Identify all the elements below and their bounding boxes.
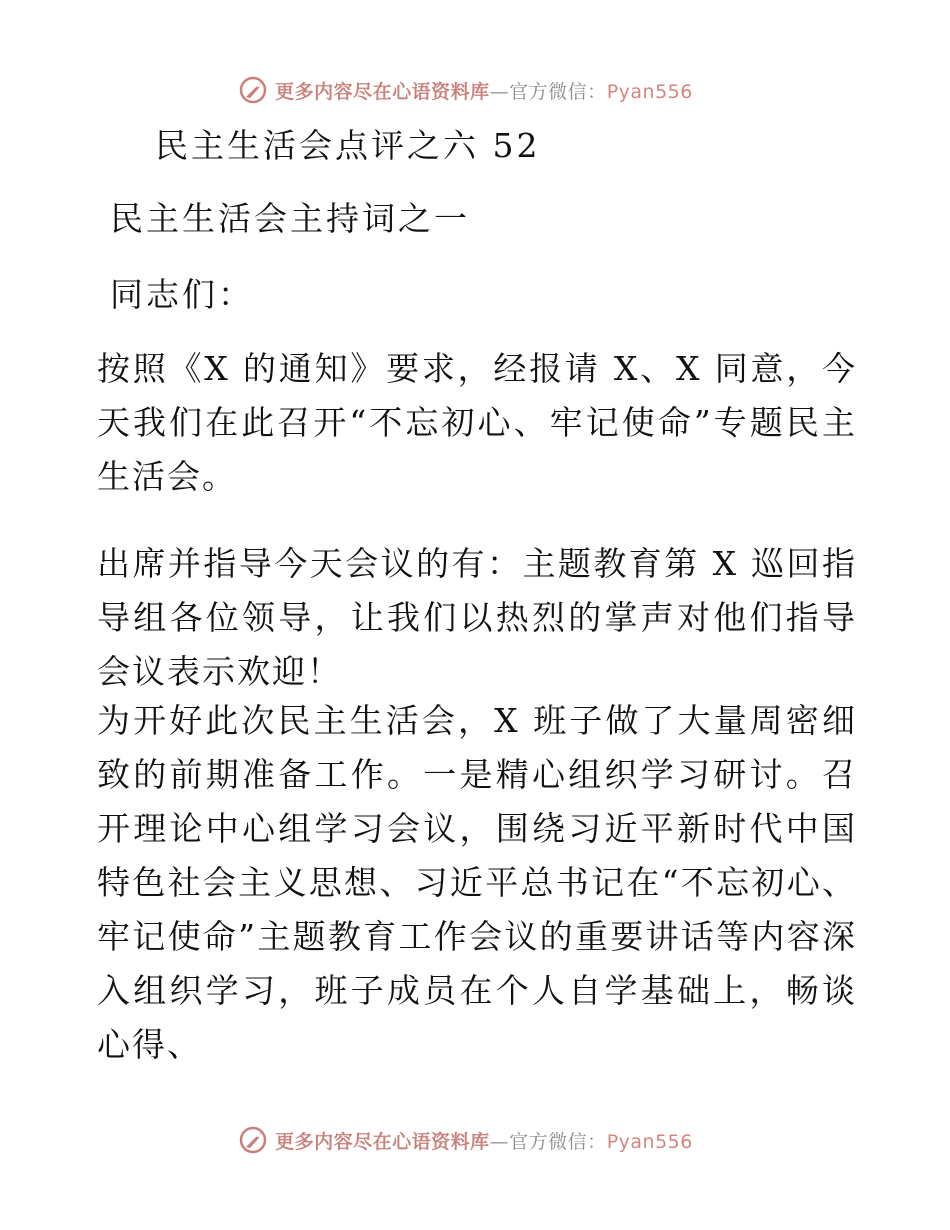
header-watermark xyxy=(0,70,950,110)
watermark-text xyxy=(275,1127,693,1154)
watermark-site: 更多内容尽在心语资料库 xyxy=(275,80,490,103)
pen-nib-logo-icon xyxy=(237,74,269,106)
paragraph-3: 为开好此次民主生活会，X 班子做了大量周密细致的前期准备工作。一是精心组织学习研讨。召开理论中心组学习会议，围绕习近平新时代中国特色社会主义思想、习近平总书记在“不忘初心、牢记使命”主题教育工作会议的重要讲话等内容深入组织学习，班子成员在个人自学基础上，畅谈心得、 xyxy=(97,701,857,1064)
watermark-text xyxy=(275,77,693,104)
watermark-dash: — xyxy=(489,1130,510,1153)
document-heading: 民主生活会点评之六 52 xyxy=(155,126,541,165)
pen-nib-logo-icon xyxy=(237,1124,269,1156)
watermark-wechat-id: Pyan556 xyxy=(606,80,693,103)
watermark-label: 官方微信： xyxy=(509,1130,607,1153)
watermark-wechat-id: Pyan556 xyxy=(606,1130,693,1153)
footer-watermark xyxy=(0,1120,950,1160)
paragraph-2: 出席并指导今天会议的有：主题教育第 X 巡回指导组各位领导，让我们以热烈的掌声对他们指导会议表示欢迎！ xyxy=(97,544,857,691)
watermark-dash: — xyxy=(489,80,510,103)
document-subheading: 民主生活会主持词之一 xyxy=(110,199,470,238)
watermark-site: 更多内容尽在心语资料库 xyxy=(275,1130,490,1153)
paragraph-1: 按照《X 的通知》要求，经报请 X、X 同意，今天我们在此召开“不忘初心、牢记使命”专题民主生活会。 xyxy=(97,349,857,496)
salutation: 同志们： xyxy=(110,275,254,314)
watermark-label: 官方微信： xyxy=(509,80,607,103)
